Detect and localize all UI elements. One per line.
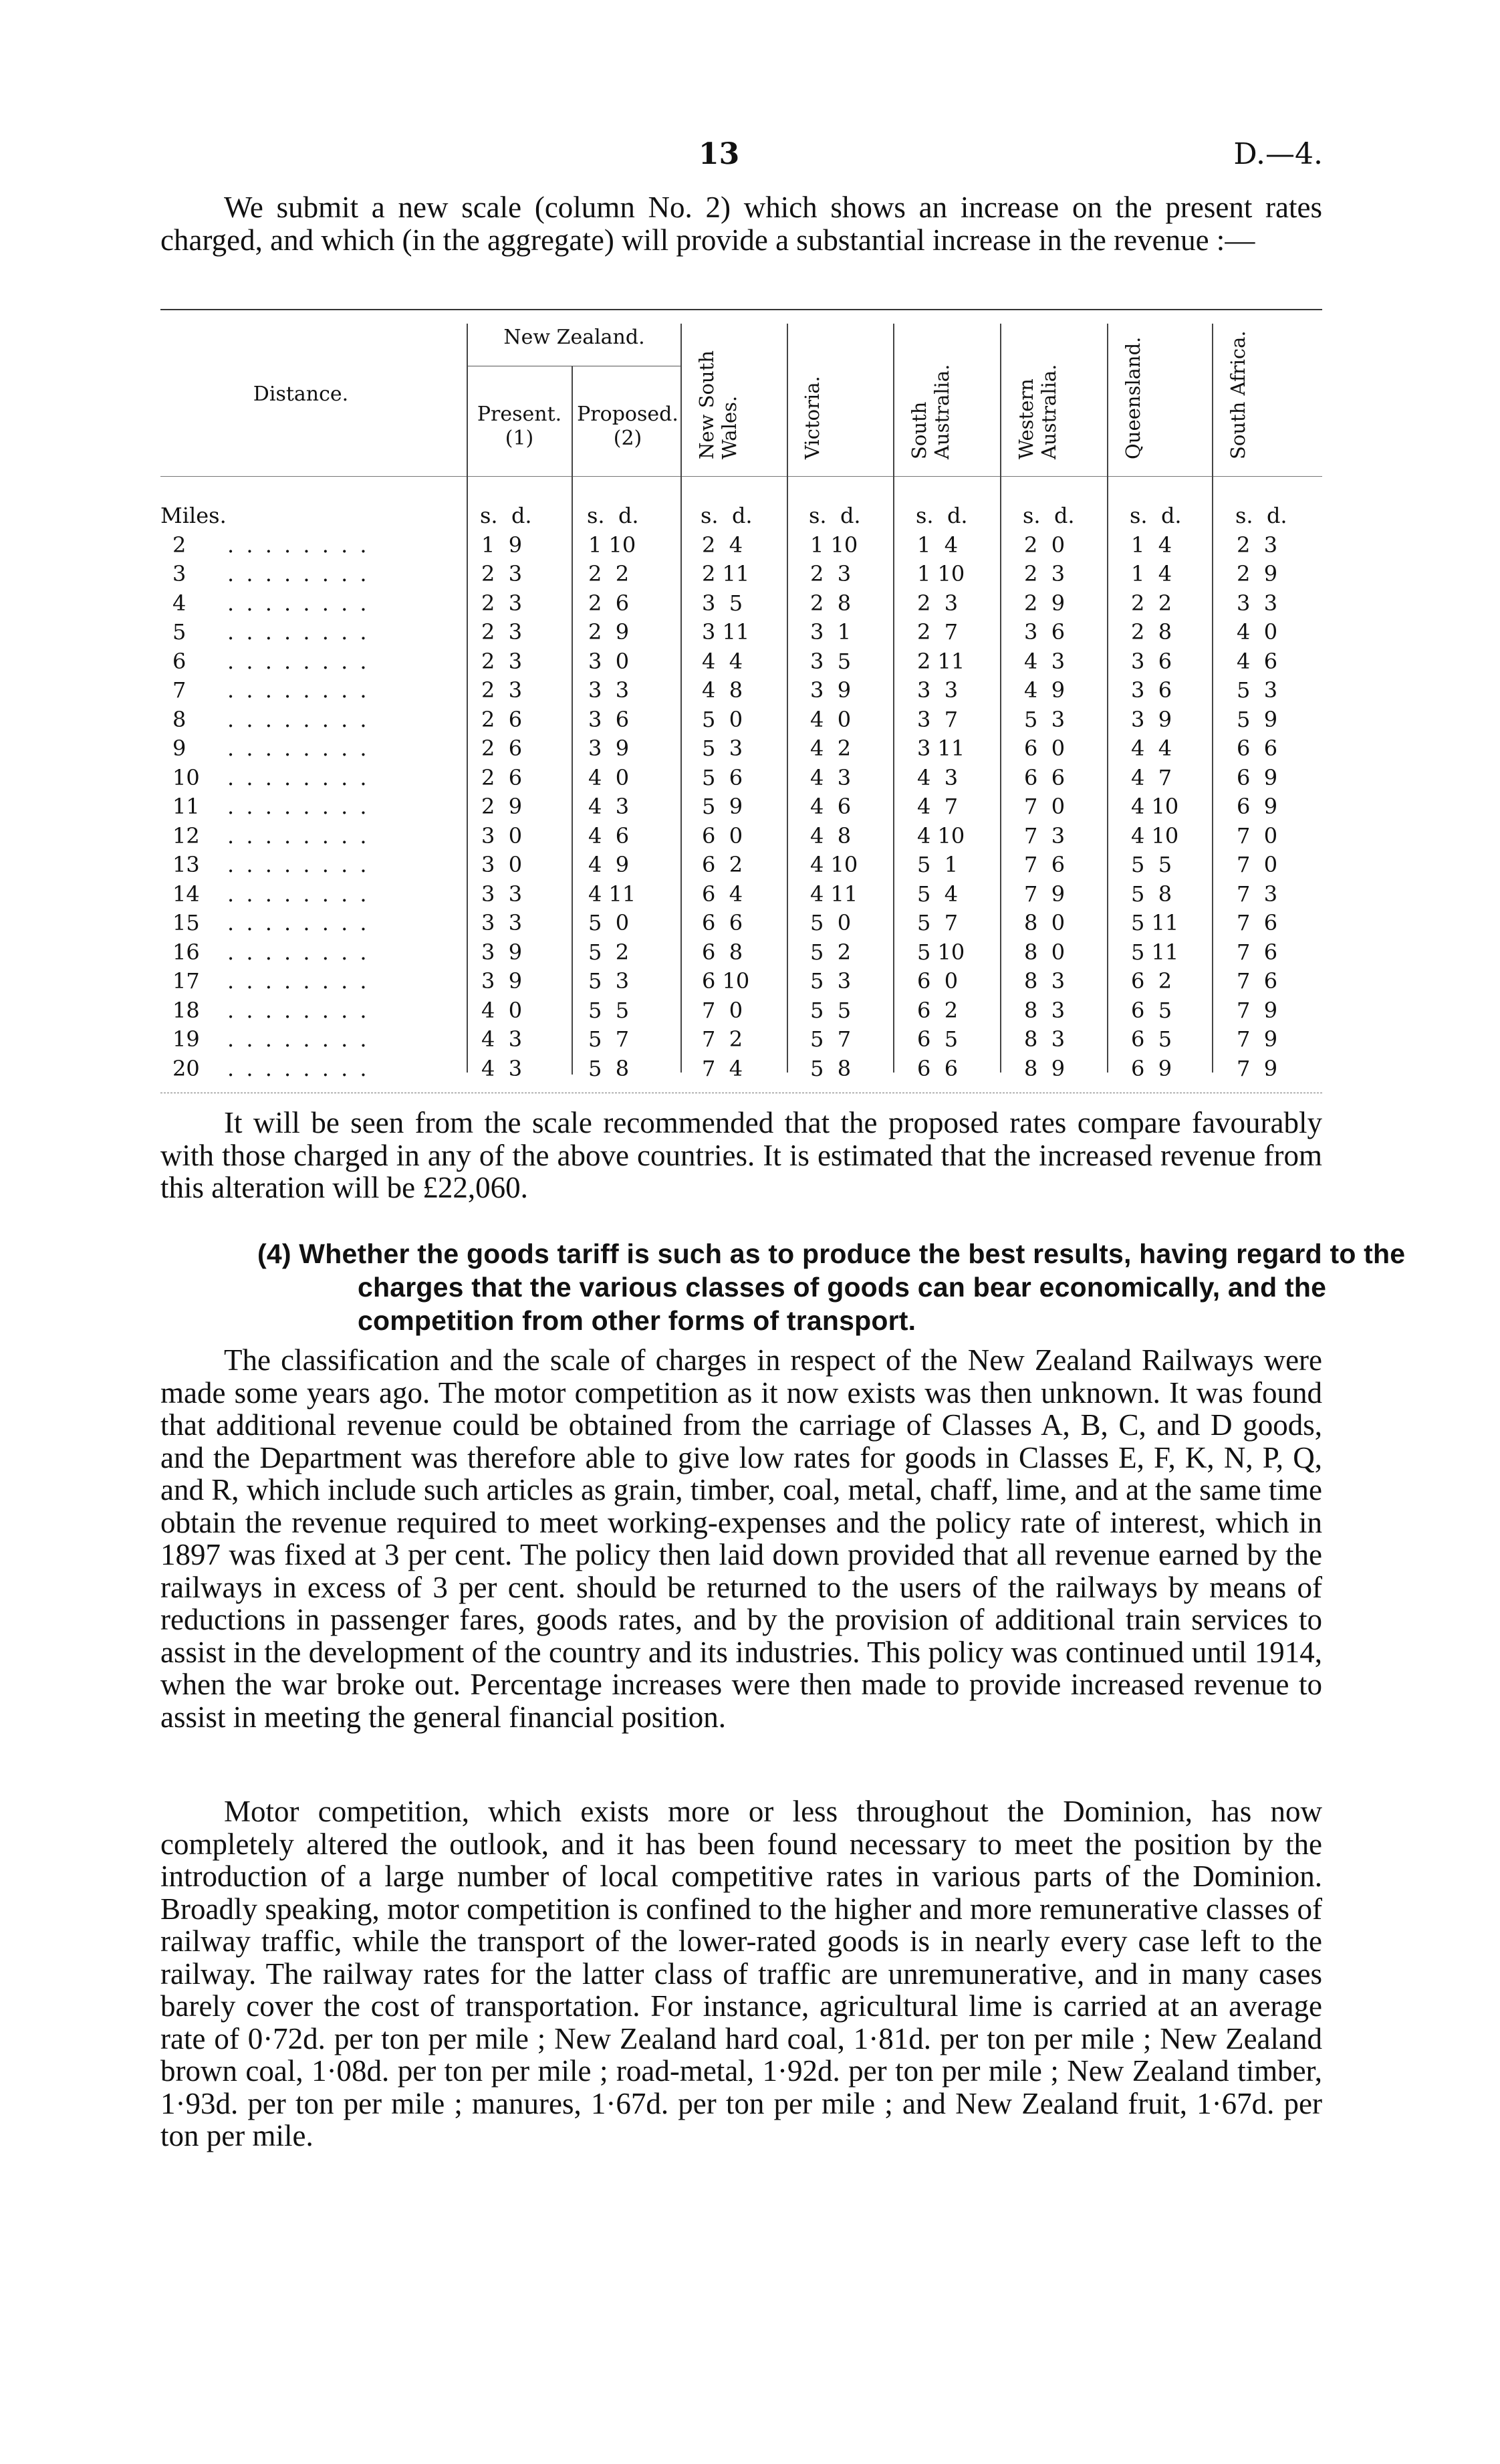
table-cell: 6 10 — [702, 968, 750, 994]
leader-dots: . . . . . . . . — [227, 1026, 370, 1052]
table-cell: 4 0 — [481, 997, 523, 1023]
table-cell: 8 3 — [1024, 1026, 1066, 1052]
table-cell: 3 9 — [1131, 706, 1172, 732]
table-cell: 6 8 — [702, 939, 743, 965]
table-cell: 2 11 — [917, 648, 965, 674]
new-zealand-header: New Zealand. — [503, 326, 645, 349]
present-header: Present. (1) — [477, 403, 562, 450]
table-cell: 3 11 — [702, 619, 750, 645]
table-cell: 2 6 — [588, 590, 630, 616]
table-cell: 4 3 — [810, 764, 852, 790]
table-cell: 3 0 — [588, 648, 630, 674]
table-cell: 4 6 — [588, 822, 630, 849]
table-cell: 4 9 — [1024, 677, 1066, 703]
table-row-miles: 20 — [172, 1055, 200, 1081]
body-text-1: The classification and the scale of charges in respect of the New Zealand Railways were made some years ago. The motor competition as it now exists was then unknown. It was found that additional revenue could be obtained from the carriage of Classes A, B, C, and D goods, and the Department was therefore able to give low rates for goods in Classes E, F, K, N, P, Q, and R, which include such articles as grain, timber, coal, metal, chaff, lime, and at the same time obtain the revenue required to meet working-expenses and the policy rate of interest, which in 1897 was fixed at 3 per cent. The policy then laid down provided that all revenue earned by the railways in excess of 3 per cent. should be returned to the users of the railways by means of reductions in passenger fares, goods rates, and by the provision of additional train services to assist in the development of the country and its industries. This policy was continued until 1914, when the war broke out. Percentage increases were then made to provide increased revenue to assist in meeting the general financial position. — [160, 1343, 1322, 1734]
table-row-miles: 12 — [172, 822, 200, 849]
leader-dots: . . . . . . . . — [227, 619, 370, 645]
body-paragraph-2 — [160, 1795, 1322, 2152]
unit-label: s. d. — [701, 503, 753, 528]
table-cell: 7 6 — [1024, 852, 1066, 877]
table-cell: 5 8 — [1131, 881, 1172, 907]
table-cell: 6 2 — [702, 852, 743, 877]
table-cell: 7 0 — [1024, 794, 1066, 819]
table-cell: 4 7 — [1131, 764, 1172, 790]
leader-dots: . . . . . . . . — [227, 677, 370, 703]
unit-label: s. d. — [1023, 503, 1075, 528]
table-cell: 5 7 — [917, 910, 959, 935]
table-row-miles: 19 — [172, 1026, 200, 1052]
body-paragraph-1 — [160, 1344, 1322, 1733]
table-cell: 5 9 — [1237, 706, 1278, 732]
table-cell: 4 10 — [1131, 794, 1179, 819]
country-header-4: Queensland. — [1122, 336, 1144, 459]
leader-dots: . . . . . . . . — [227, 1055, 370, 1081]
table-cell: 5 11 — [1131, 939, 1179, 965]
table-cell: 4 11 — [810, 881, 858, 907]
table-cell: 2 7 — [917, 619, 959, 645]
table-cell: 5 10 — [917, 939, 965, 965]
table-cell: 5 3 — [1024, 706, 1066, 732]
table-row-miles: 17 — [172, 968, 200, 994]
table-cell: 3 5 — [810, 648, 852, 674]
table-cell: 4 3 — [588, 794, 630, 819]
table-cell: 4 2 — [810, 736, 852, 761]
page-number: 13 — [699, 137, 740, 171]
table-cell: 6 5 — [917, 1026, 959, 1052]
after-table-text: It will be seen from the scale recommended that the proposed rates compare favourably with those charged in any of the above countries. It is estimated that the increased revenue from this alteration will be £22,060. — [160, 1106, 1322, 1204]
intro-paragraph — [160, 191, 1322, 256]
table-cell: 4 10 — [917, 822, 965, 849]
table-cell: 5 5 — [1131, 852, 1172, 877]
table-cell: 7 0 — [702, 997, 743, 1023]
table-header-rule — [160, 476, 1322, 477]
table-cell: 3 9 — [588, 736, 630, 761]
table-cell: 6 5 — [1131, 997, 1172, 1023]
table-cell: 6 9 — [1131, 1055, 1172, 1081]
table-cell: 1 10 — [917, 561, 965, 586]
leader-dots: . . . . . . . . — [227, 852, 370, 877]
table-cell: 6 2 — [1131, 968, 1172, 994]
table-cell: 4 0 — [810, 706, 852, 732]
country-header-1: Victoria. — [801, 376, 824, 459]
after-table-paragraph — [160, 1107, 1322, 1204]
leader-dots: . . . . . . . . — [227, 764, 370, 790]
table-cell: 3 0 — [481, 822, 523, 849]
table-cell: 2 3 — [481, 590, 523, 616]
table-row-miles: 18 — [172, 997, 200, 1023]
table-cell: 2 3 — [481, 619, 523, 645]
distance-header: Distance. — [253, 382, 349, 406]
table-cell: 2 3 — [481, 561, 523, 586]
leader-dots: . . . . . . . . — [227, 794, 370, 819]
table-cell: 2 9 — [1237, 561, 1278, 586]
table-cell: 2 9 — [588, 619, 630, 645]
table-cell: 2 2 — [588, 561, 630, 586]
table-cell: 7 9 — [1237, 997, 1278, 1023]
table-cell: 5 11 — [1131, 910, 1179, 935]
table-cell: 2 3 — [917, 590, 959, 616]
unit-label: s. d. — [809, 503, 861, 528]
table-cell: 7 9 — [1237, 1026, 1278, 1052]
table-cell: 4 3 — [481, 1055, 523, 1081]
table-cell: 3 6 — [1024, 619, 1066, 645]
table-cell: 5 3 — [1237, 677, 1278, 703]
leader-dots: . . . . . . . . — [227, 822, 370, 849]
table-cell: 7 0 — [1237, 822, 1278, 849]
table-cell: 3 3 — [588, 677, 630, 703]
table-cell: 2 3 — [1024, 561, 1066, 586]
table-cell: 7 0 — [1237, 852, 1278, 877]
table-cell: 7 9 — [1024, 881, 1066, 907]
table-row-miles: 5 — [172, 619, 186, 645]
table-cell: 2 9 — [1024, 590, 1066, 616]
table-cell: 3 3 — [481, 881, 523, 907]
table-cell: 5 7 — [810, 1026, 852, 1052]
table-row-miles: 2 — [172, 532, 186, 558]
leader-dots: . . . . . . . . — [227, 881, 370, 907]
table-cell: 3 9 — [481, 939, 523, 965]
table-cell: 4 8 — [702, 677, 743, 703]
table-cell: 6 9 — [1237, 794, 1278, 819]
table-row-miles: 7 — [172, 677, 186, 703]
table-row-miles: 15 — [172, 910, 200, 935]
table-cell: 6 6 — [1237, 736, 1278, 761]
table-cell: 2 4 — [702, 532, 743, 558]
table-cell: 6 0 — [917, 968, 959, 994]
table-cell: 6 6 — [917, 1055, 959, 1081]
table-cell: 7 6 — [1237, 968, 1278, 994]
table-cell: 4 6 — [1237, 648, 1278, 674]
unit-label: s. d. — [1130, 503, 1182, 528]
table-row-miles: 4 — [172, 590, 186, 616]
proposed-header: Proposed. (2) — [577, 403, 678, 450]
table-cell: 5 4 — [917, 881, 959, 907]
rates-table — [160, 309, 1322, 1095]
table-row-miles: 10 — [172, 764, 200, 790]
leader-dots: . . . . . . . . — [227, 706, 370, 732]
leader-dots: . . . . . . . . — [227, 648, 370, 674]
unit-label: s. d. — [480, 503, 532, 528]
table-cell: 2 3 — [481, 677, 523, 703]
table-cell: 2 6 — [481, 736, 523, 761]
table-cell: 8 9 — [1024, 1055, 1066, 1081]
table-cell: 8 0 — [1024, 910, 1066, 935]
table-cell: 5 9 — [702, 794, 743, 819]
table-cell: 2 6 — [481, 764, 523, 790]
table-cell: 5 6 — [702, 764, 743, 790]
table-cell: 3 11 — [917, 736, 965, 761]
table-cell: 3 1 — [810, 619, 852, 645]
table-cell: 4 3 — [917, 764, 959, 790]
table-cell: 6 2 — [917, 997, 959, 1023]
table-cell: 6 0 — [702, 822, 743, 849]
table-cell: 5 2 — [588, 939, 630, 965]
table-cell: 5 3 — [588, 968, 630, 994]
table-cell: 4 0 — [1237, 619, 1278, 645]
table-cell: 6 0 — [1024, 736, 1066, 761]
table-cell: 4 7 — [917, 794, 959, 819]
table-cell: 3 7 — [917, 706, 959, 732]
table-cell: 2 3 — [1237, 532, 1278, 558]
table-cell: 2 0 — [1024, 532, 1066, 558]
table-row-miles: 11 — [172, 794, 200, 819]
table-cell: 5 8 — [810, 1055, 852, 1081]
table-cell: 1 10 — [588, 532, 636, 558]
leader-dots: . . . . . . . . — [227, 561, 370, 586]
table-cell: 7 4 — [702, 1055, 743, 1081]
section-heading: (4) Whether the goods tariff is such as to produce the best results, having regard to the charges that the various classes of goods can bear economically, and the competition from other forms of transport. — [257, 1238, 1406, 1336]
table-cell: 5 0 — [702, 706, 743, 732]
leader-dots: . . . . . . . . — [227, 910, 370, 935]
table-cell: 3 9 — [481, 968, 523, 994]
table-cell: 3 3 — [1237, 590, 1278, 616]
table-cell: 5 1 — [917, 852, 959, 877]
unit-label: s. d. — [587, 503, 639, 528]
table-cell: 3 6 — [588, 706, 630, 732]
leader-dots: . . . . . . . . — [227, 997, 370, 1023]
leader-dots: . . . . . . . . — [227, 590, 370, 616]
table-cell: 3 5 — [702, 590, 743, 616]
leader-dots: . . . . . . . . — [227, 532, 370, 558]
table-cell: 1 9 — [481, 532, 523, 558]
table-cell: 4 9 — [588, 852, 630, 877]
table-cell: 7 2 — [702, 1026, 743, 1052]
leader-dots: . . . . . . . . — [227, 736, 370, 761]
table-cell: 6 5 — [1131, 1026, 1172, 1052]
table-row-miles: 6 — [172, 648, 186, 674]
table-cell: 8 3 — [1024, 968, 1066, 994]
table-cell: 5 3 — [810, 968, 852, 994]
table-cell: 8 0 — [1024, 939, 1066, 965]
table-cell: 5 8 — [588, 1055, 630, 1081]
country-header-0: New South Wales. — [695, 350, 741, 459]
table-cell: 1 4 — [1131, 561, 1172, 586]
table-row-miles: 13 — [172, 852, 200, 877]
table-cell: 4 10 — [1131, 822, 1179, 849]
document-reference: D.—4. — [1233, 137, 1323, 171]
leader-dots: . . . . . . . . — [227, 939, 370, 965]
table-cell: 7 9 — [1237, 1055, 1278, 1081]
unit-label: s. d. — [1235, 503, 1287, 528]
table-cell: 6 6 — [702, 910, 743, 935]
table-cell: 5 0 — [810, 910, 852, 935]
table-row-miles: 8 — [172, 706, 186, 732]
table-cell: 4 10 — [810, 852, 858, 877]
table-cell: 3 3 — [481, 910, 523, 935]
country-header-3: Western Australia. — [1015, 364, 1060, 459]
intro-text: We submit a new scale (column No. 2) which shows an increase on the present rates charged, and which (in the aggregate) will provide a substantial increase in the revenue :— — [160, 191, 1322, 257]
table-row-miles: 3 — [172, 561, 186, 586]
table-cell: 2 3 — [810, 561, 852, 586]
country-header-2: South Australia. — [908, 364, 953, 459]
table-cell: 6 6 — [1024, 764, 1066, 790]
table-row-miles: 16 — [172, 939, 200, 965]
table-cell: 2 2 — [1131, 590, 1172, 616]
table-cell: 6 9 — [1237, 764, 1278, 790]
table-cell: 7 3 — [1237, 881, 1278, 907]
leader-dots: . . . . . . . . — [227, 968, 370, 994]
table-cell: 4 8 — [810, 822, 852, 849]
table-cell: 5 5 — [588, 997, 630, 1023]
table-cell: 4 6 — [810, 794, 852, 819]
table-cell: 2 6 — [481, 706, 523, 732]
table-cell: 5 3 — [702, 736, 743, 761]
country-header-5: South Africa. — [1227, 330, 1249, 459]
table-cell: 1 10 — [810, 532, 858, 558]
unit-label: s. d. — [916, 503, 968, 528]
table-cell: 4 3 — [481, 1026, 523, 1052]
table-cell: 3 9 — [810, 677, 852, 703]
table-cell: 7 6 — [1237, 910, 1278, 935]
body-text-2: Motor competition, which exists more or less throughout the Dominion, has now completely altered the outlook, and it has been found necessary to meet the position by the introduction of a large number of local competitive rates in various parts of the Dominion. Broadly speaking, motor competition is confined to the higher and more remunerative classes of railway traffic, while the transport of the lower-rated goods is in nearly every case left to the railway. The railway rates for the latter class of traffic are unremunerative, and in many cases barely cover the cost of transportation. For instance, agricultural lime is carried at an average rate of 0·72d. per ton per mile ; New Zealand hard coal, 1·81d. per ton per mile ; New Zealand brown coal, 1·08d. per ton per mile ; road-metal, 1·92d. per ton per mile ; New Zealand timber, 1·93d. per ton per mile ; manures, 1·67d. per ton per mile ; and New Zealand fruit, 1·67d. per ton per mile. — [160, 1795, 1322, 2152]
table-cell: 3 6 — [1131, 677, 1172, 703]
table-cell: 7 6 — [1237, 939, 1278, 965]
table-cell: 5 5 — [810, 997, 852, 1023]
table-cell: 5 7 — [588, 1026, 630, 1052]
table-cell: 3 6 — [1131, 648, 1172, 674]
table-cell: 7 3 — [1024, 822, 1066, 849]
table-cell: 2 8 — [810, 590, 852, 616]
miles-label: Miles. — [160, 503, 227, 528]
table-cell: 5 2 — [810, 939, 852, 965]
table-cell: 4 0 — [588, 764, 630, 790]
table-cell: 1 4 — [1131, 532, 1172, 558]
table-cell: 3 3 — [917, 677, 959, 703]
table-cell: 4 4 — [1131, 736, 1172, 761]
table-cell: 5 0 — [588, 910, 630, 935]
table-cell: 4 4 — [702, 648, 743, 674]
table-cell: 2 11 — [702, 561, 750, 586]
table-cell: 1 4 — [917, 532, 959, 558]
table-cell: 4 11 — [588, 881, 636, 907]
table-cell: 2 3 — [481, 648, 523, 674]
table-cell: 2 8 — [1131, 619, 1172, 645]
table-row-miles: 9 — [172, 736, 186, 761]
table-cell: 6 4 — [702, 881, 743, 907]
table-row-miles: 14 — [172, 881, 200, 907]
table-cell: 4 3 — [1024, 648, 1066, 674]
table-top-rule — [160, 309, 1322, 310]
table-cell: 2 9 — [481, 794, 523, 819]
table-cell: 8 3 — [1024, 997, 1066, 1023]
table-cell: 3 0 — [481, 852, 523, 877]
